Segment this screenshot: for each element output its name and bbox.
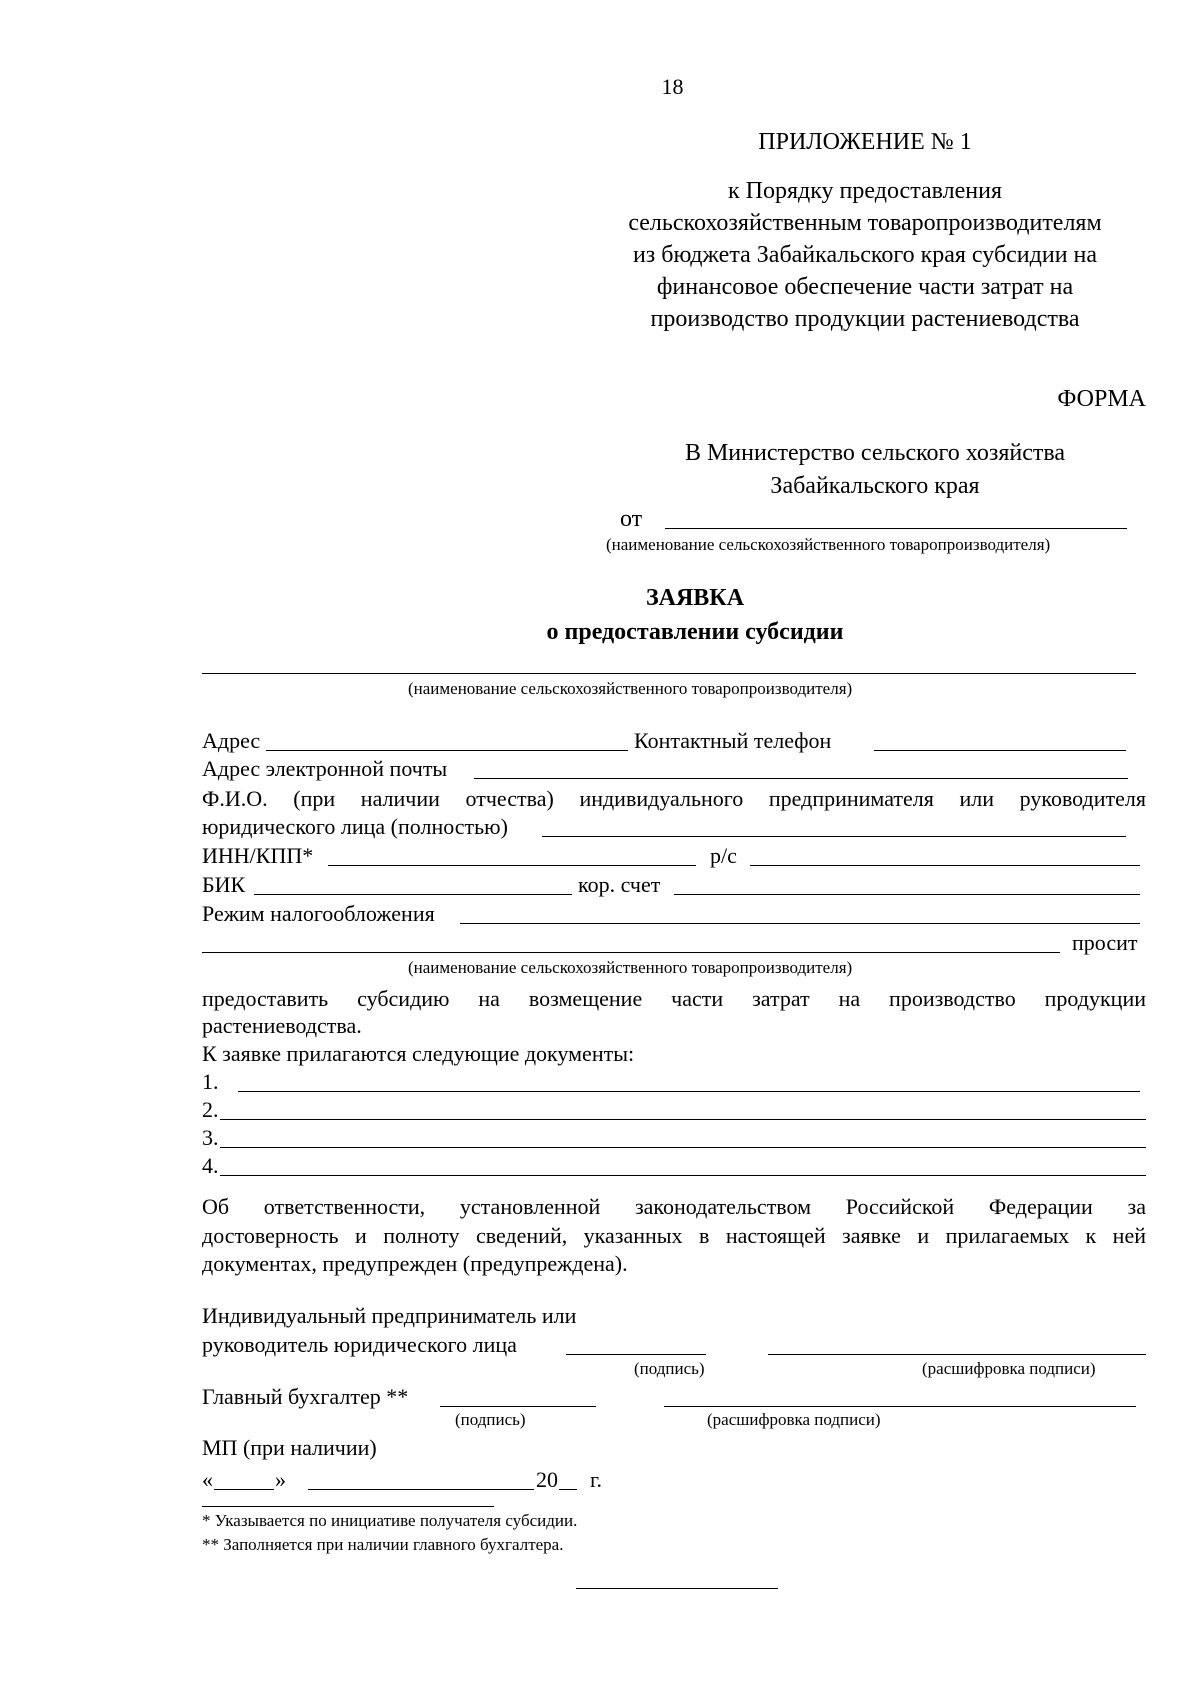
addressee-line1: В Министерство сельского хозяйства xyxy=(684,440,1066,466)
date-quote-open: « xyxy=(202,1467,213,1492)
applicant-name-line[interactable] xyxy=(202,673,1136,674)
ip-decoding-caption: (расшифровка подписи) xyxy=(922,1359,1096,1378)
document-blank[interactable] xyxy=(220,1097,1146,1120)
email-blank[interactable] xyxy=(474,756,1128,779)
appendix-line: к Порядку предоставления xyxy=(727,178,1002,204)
from-blank[interactable] xyxy=(665,528,1127,529)
fio-row xyxy=(202,814,1146,842)
appendix-title: ПРИЛОЖЕНИЕ № 1 xyxy=(758,129,972,155)
account-label: р/с xyxy=(710,843,737,868)
date-day-blank[interactable] xyxy=(214,1467,274,1490)
end-separator xyxy=(576,1588,778,1589)
document-item xyxy=(202,1069,1146,1097)
bik-row xyxy=(202,872,1146,900)
date-month-blank[interactable] xyxy=(308,1467,534,1490)
date-year-blank[interactable] xyxy=(559,1467,577,1490)
request-text-line2: растениеводства. xyxy=(202,1013,362,1038)
accountant-decoding-blank[interactable] xyxy=(664,1406,1136,1407)
appendix-line: производство продукции растениеводства xyxy=(650,306,1080,332)
footnote-1: * Указывается по инициативе получателя субсидии. xyxy=(202,1511,578,1530)
date-suffix: г. xyxy=(590,1467,603,1492)
accountant-label: Главный бухгалтер ** xyxy=(202,1384,409,1409)
inn-row xyxy=(202,843,1146,871)
tax-blank[interactable] xyxy=(460,901,1140,924)
document-item xyxy=(202,1097,1146,1125)
from-caption: (наименование сельскохозяйственного товаропроизводителя) xyxy=(606,535,1051,554)
footnote-2: ** Заполняется при наличии главного бухгалтера. xyxy=(202,1535,564,1554)
document-blank[interactable] xyxy=(220,1153,1146,1176)
footnote-separator xyxy=(202,1506,494,1507)
phone-label: Контактный телефон xyxy=(634,728,832,753)
ip-line2: руководитель юридического лица xyxy=(202,1332,517,1357)
tax-label: Режим налогообложения xyxy=(202,901,435,926)
address-row xyxy=(202,728,1146,756)
corr-account-label: кор. счет xyxy=(578,872,661,897)
fio-line1: Ф.И.О. (при наличии отчества) индивидуального предпринимателя или руководителя xyxy=(202,786,1146,811)
ip-line1: Индивидуальный предприниматель или xyxy=(202,1303,577,1328)
liability-line2: достоверность и полноту сведений, указанных в настоящей заявке и прилагаемых к ней xyxy=(202,1223,1146,1248)
ip-decoding-blank[interactable] xyxy=(768,1354,1146,1355)
accountant-signature-caption: (подпись) xyxy=(455,1410,526,1429)
seal-label: МП (при наличии) xyxy=(202,1435,377,1460)
page-number: 18 xyxy=(661,74,684,99)
appendix-lines xyxy=(560,175,1170,335)
bik-label: БИК xyxy=(202,872,246,897)
applicant-caption: (наименование сельскохозяйственного товаропроизводителя) xyxy=(408,679,853,698)
request-text-line1: предоставить субсидию на возмещение части затрат на производство продукции xyxy=(202,986,1146,1011)
heading-subtitle: о предоставлении субсидии xyxy=(546,619,844,645)
form-label: ФОРМА xyxy=(1057,386,1146,412)
phone-blank[interactable] xyxy=(874,728,1126,751)
date-row xyxy=(202,1467,1146,1495)
accountant-signature-blank[interactable] xyxy=(440,1406,596,1407)
document-item xyxy=(202,1153,1146,1181)
documents-intro: К заявке прилагаются следующие документы: xyxy=(202,1041,635,1066)
bik-blank[interactable] xyxy=(254,872,572,895)
from-label: от xyxy=(620,506,643,532)
document-number: 4. xyxy=(202,1153,219,1178)
document-number: 1. xyxy=(202,1069,219,1094)
liability-line1: Об ответственности, установленной законодательством Российской Федерации за xyxy=(202,1194,1146,1219)
date-quote-close: » xyxy=(275,1467,286,1492)
fio-blank[interactable] xyxy=(542,814,1126,837)
addressee-line2: Забайкальского края xyxy=(770,473,980,499)
heading-title: ЗАЯВКА xyxy=(645,585,745,611)
document-number: 3. xyxy=(202,1125,219,1150)
document-item xyxy=(202,1125,1146,1153)
address-label: Адрес xyxy=(202,728,261,753)
liability-line3: документах, предупрежден (предупреждена). xyxy=(202,1251,628,1276)
ip-signature-blank[interactable] xyxy=(566,1354,706,1355)
corr-account-blank[interactable] xyxy=(674,872,1140,895)
appendix-line: финансовое обеспечение части затрат на xyxy=(656,274,1074,300)
fio-label: юридического лица (полностью) xyxy=(202,814,508,839)
document-number: 2. xyxy=(202,1097,219,1122)
requests-blank[interactable] xyxy=(202,930,1060,953)
account-blank[interactable] xyxy=(750,843,1140,866)
inn-label: ИНН/КПП* xyxy=(202,843,314,868)
email-label: Адрес электронной почты xyxy=(202,756,448,781)
document-blank[interactable] xyxy=(238,1069,1140,1092)
tax-row xyxy=(202,901,1146,929)
requests-row xyxy=(202,930,1146,958)
inn-blank[interactable] xyxy=(328,843,696,866)
requests-label: просит xyxy=(1072,930,1138,955)
appendix-line: из бюджета Забайкальского края субсидии на xyxy=(632,242,1098,268)
accountant-decoding-caption: (расшифровка подписи) xyxy=(707,1410,881,1429)
email-row xyxy=(202,756,1146,784)
document-blank[interactable] xyxy=(220,1125,1146,1148)
address-blank[interactable] xyxy=(266,728,628,751)
requests-caption: (наименование сельскохозяйственного товаропроизводителя) xyxy=(408,958,853,977)
ip-signature-caption: (подпись) xyxy=(634,1359,705,1378)
appendix-line: сельскохозяйственным товаропроизводителям xyxy=(628,210,1102,236)
date-year: 20 xyxy=(536,1467,558,1492)
